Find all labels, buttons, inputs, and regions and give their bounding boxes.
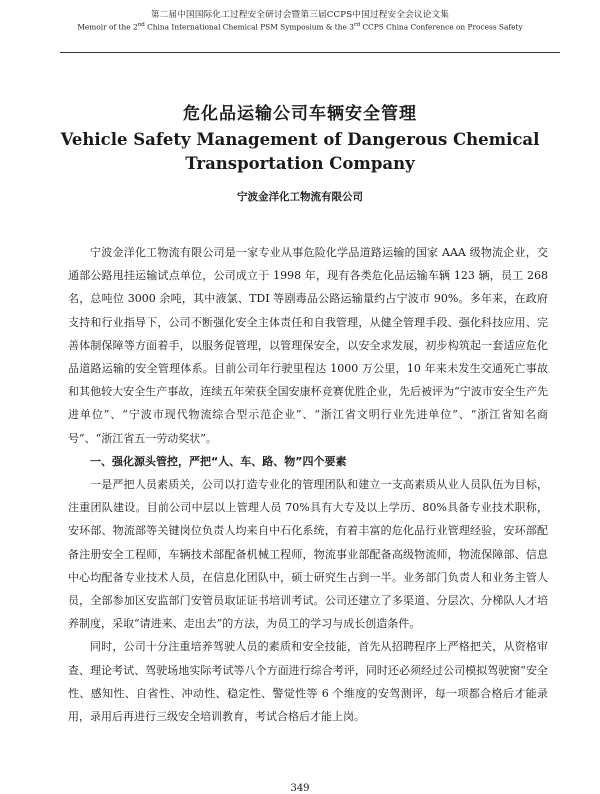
paragraph-drivers: 同时，公司十分注重培养驾驶人员的素质和安全技能，首先从招聘程序上严格把关，从资格审查、理论考试、驾驶场地实际考试等八个方面进行综合考评，同时还必须经过公司模拟驾驶窗“安全性、感知性、自省性、冲动性、稳定性、警觉性等 6 个维度的安驾测评，每一项都合格后才能录用，录用后再进行三级安全培训教育，考试合格后才能上岗。: [68, 640, 548, 724]
paper-title-english: Vehicle Safety Management of Dangerous Chemical Transportation Company: [60, 130, 540, 173]
header-en-part1: Memoir of the 2: [77, 22, 138, 32]
header-rule: [60, 52, 560, 53]
header-en-sup1: nd: [137, 22, 145, 28]
paragraph-intro: 宁波金洋化工物流有限公司是一家专业从事危险化学品道路运输的国家 AAA 级物流企业，交通部公路甩挂运输试点单位，公司成立于 1998 年，现有各类危化品运输车辆 123 辆，员工 268 名，总吨位 3000 余吨，其中液氯、TDI 等剧毒品公路运输量约占宁波市 90%。多年来，在政府支持和行业指导下，公司不断强化安全主体责任和自我管理，从健全管理手段、强化科技应用、完善体制保障等方面着手，以服务促管理，以管理保安全，以安全求发展，初步构筑起一套适应危化品道路运输的安全管理体系。目前公司年行驶里程达 1000 万公里，10 年来未发生交通死亡事故和其他较大安全生产事故，连续五年荣获全国安康杯竞赛优胜企业，先后被评为“宁波市安全生产先进单位”、“宁波市现代物流综合型示范企业”、“浙江省文明行业先进单位”、“浙江省知名商号”、“浙江省五一劳动奖状”。: [68, 246, 548, 445]
running-header: [0, 8, 600, 31]
paper-body: [68, 241, 548, 728]
header-english: [0, 22, 600, 31]
section-heading-1: 一、强化源头管控，严把“人、车、路、物”四个要素: [90, 454, 347, 468]
header-chinese: 第二届中国国际化工过程安全研讨会暨第三届CCPS中国过程安全会议论文集: [150, 10, 450, 20]
header-en-part3: CCPS China Conference on Process Safety: [360, 22, 523, 32]
paper-title-chinese: 危化品运输公司车辆安全管理: [183, 104, 417, 124]
header-en-part2: China International Chemical PSM Symposium & the 3: [144, 22, 354, 32]
paragraph-personnel: 一是严把人员素质关，公司以打造专业化的管理团队和建立一支高素质从业人员队伍为目标，注重团队建设。目前公司中层以上管理人员 70%具有大专及以上学历、80%具备专业技术职称，安环部、物流部等关键岗位负责人均来自中石化系统，有着丰富的危化品行业管理经验，安环部配备注册安全工程师，车辆技术部配备机械工程师，物流事业部配备高级物流师，物流保障部、信息中心均配备专业技术人员，在信息化团队中，硕士研究生占到一半。业务部门负责人和业务主管人员，全部参加区安监部门安管员取证证书培训考试。公司还建立了多渠道、分层次、分梯队人才培养制度，采取“请进来、走出去”的方法，为员工的学习与成长创造条件。: [68, 478, 548, 631]
author-affiliation: 宁波金洋化工物流有限公司: [237, 191, 363, 203]
page-number: 349: [290, 783, 310, 794]
header-en-sup2: rd: [353, 22, 361, 28]
